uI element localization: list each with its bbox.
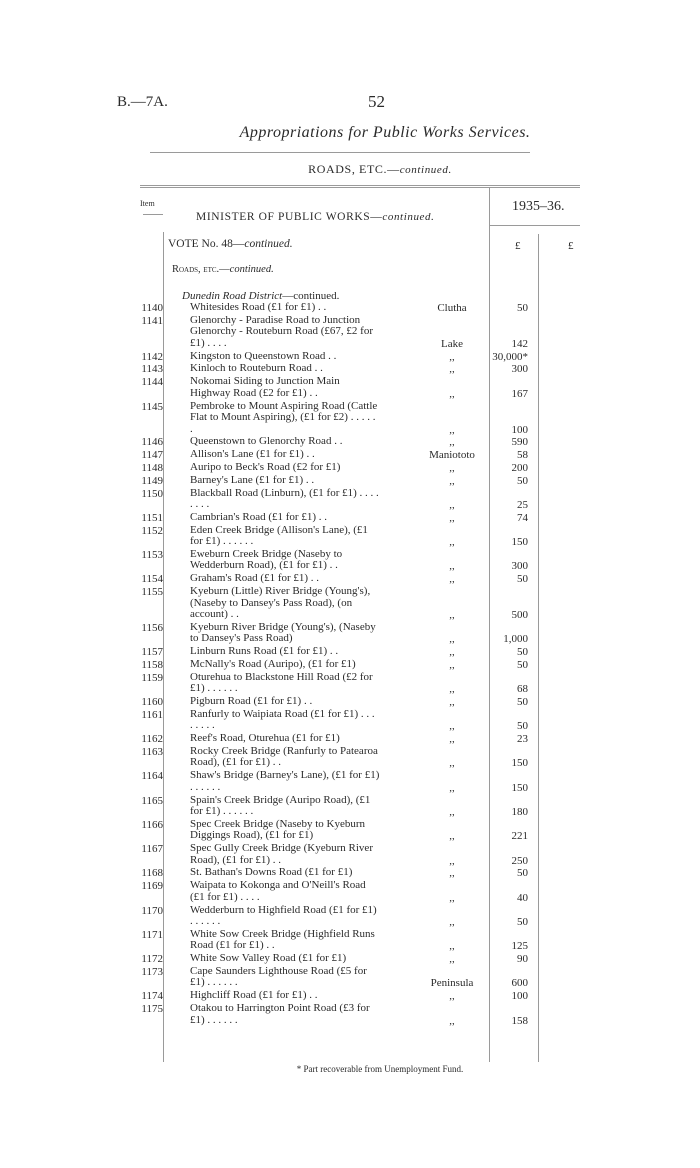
pound-symbol-col1: £ [515,240,521,252]
item-number: 1172 [141,953,163,966]
county-name: ,, [449,387,455,400]
item-description: Spec Gully Creek Bridge (Kyeburn River Road), (£1 for £1) . . [190,842,373,866]
item-description: Pigburn Road (£1 for £1) . . [190,695,313,707]
county-name: Clutha [437,302,467,314]
county-name: ,, [449,499,455,511]
amount-value: 50 [517,302,528,314]
county-name: Lake [441,337,463,350]
item-number: 1148 [141,461,163,474]
county-name: ,, [449,683,455,696]
page-title: Appropriations for Public Works Services. [239,124,531,141]
item-number: 1144 [141,376,163,389]
county-name: ,, [449,854,455,867]
sub-column-divider [538,234,539,1062]
item-description: Eden Creek Bridge (Allison's Lane), (£1 for £1) . . . . . . [190,523,368,548]
item-number: 1171 [141,928,163,941]
amount-value: 50 [517,720,528,733]
amount-value: 142 [511,337,528,350]
county-name: ,, [449,423,455,436]
pound-symbol-col2: £ [568,240,574,252]
item-description: Highcliff Road (£1 for £1) . . [190,989,318,1002]
amount-value: 1,000 [503,633,528,646]
section-continued: continued. [399,164,452,176]
item-number: 1140 [141,302,163,314]
section-heading [0,162,700,177]
item-number: 1141 [141,314,163,327]
minister-name: MINISTER OF PUBLIC WORKS— [196,211,383,223]
title-rule [150,152,530,153]
county-name: ,, [449,940,455,953]
county-name: Peninsula [430,977,474,990]
county-name: ,, [449,953,455,966]
county-name: ,, [449,436,455,449]
district-continued: —continued. [282,290,340,302]
item-description: Shaw's Bridge (Barney's Lane), (£1 for £1) . . . . . . [190,769,380,793]
item-column-header: Item [140,199,155,208]
vote-heading [168,238,293,250]
item-number: 1174 [141,990,163,1003]
year-header: 1935–36. [512,199,565,214]
item-number: 1160 [141,696,163,708]
item-description: Reef's Road, Oturehua (£1 for £1) [190,732,340,745]
item-description: Wedderburn to Highfield Road (£1 for £1) . . . . . . [190,903,377,927]
item-description: Waipata to Kokonga and O'Neill's Road (£1 for £1) . . . . [190,879,366,903]
amount-value: 40 [517,891,528,904]
item-number: 1165 [141,794,163,807]
item-description: Whitesides Road (£1 for £1) . . [190,301,327,313]
item-number: 1149 [141,474,163,487]
item-number: 1169 [141,880,163,893]
item-description: Kingston to Queenstown Road . . [190,349,337,362]
amount-value: 100 [511,990,528,1003]
amount-value: 500 [511,609,528,621]
amount-value: 221 [511,830,528,843]
county-name: ,, [449,474,455,487]
county-name: ,, [449,363,455,376]
roads-continued: continued. [229,264,274,275]
amount-column-divider [489,188,490,1062]
table-top-rule [140,185,580,186]
item-number: 1163 [141,745,163,758]
amount-value: 150 [511,757,528,770]
item-header-rule [143,214,163,215]
minister-heading [196,211,435,223]
item-description: St. Bathan's Downs Road (£1 for £1) [190,866,353,879]
item-number: 1145 [141,400,163,413]
amount-value: 100 [511,423,528,436]
item-number: 1168 [141,867,163,880]
item-description: Allison's Lane (£1 for £1) . . [190,448,315,461]
amount-value: 23 [517,733,528,746]
county-name: ,, [449,891,455,904]
item-description: Oturehua to Blackstone Hill Road (£2 for £1) . . . . . . [190,670,373,695]
item-number: 1167 [141,843,163,856]
amount-value: 58 [517,449,528,462]
amount-value: 25 [517,499,528,511]
section-name: ROADS, ETC.— [308,162,400,176]
item-description: Nokomai Siding to Junction Main Highway Road (£2 for £1) . . [190,375,340,399]
item-number: 1170 [141,904,163,917]
item-description: Auripo to Beck's Road (£2 for £1) [190,460,341,473]
item-column-divider [163,232,164,1062]
county-name: ,, [449,350,455,363]
item-number: 1154 [141,573,163,586]
item-description: Graham's Road (£1 for £1) . . [190,572,320,585]
county-name: ,, [449,560,455,573]
county-name: ,, [449,511,455,524]
item-number: 1164 [141,770,163,783]
amount-value: 250 [511,854,528,867]
item-number: 1156 [141,621,163,634]
minister-continued: continued. [382,211,435,223]
amount-value: 68 [517,683,528,696]
item-number: 1147 [141,449,163,462]
document-reference: B.—7A. [117,94,168,110]
county-name: ,, [449,990,455,1003]
amount-value: 50 [517,474,528,487]
amount-value: 300 [511,560,528,573]
county-name: ,, [449,733,455,746]
amount-value: 125 [511,940,528,953]
county-name: ,, [449,633,455,646]
amount-value: 300 [511,363,528,376]
county-name: ,, [449,609,455,621]
item-number: 1142 [141,350,163,363]
amount-value: 90 [517,953,528,966]
item-number: 1143 [141,363,163,376]
item-description: Rocky Creek Bridge (Ranfurly to Patearoa Road), (£1 for £1) . . [190,744,378,769]
item-number: 1155 [141,586,163,598]
item-description: White Sow Creek Bridge (Highfield Runs Road (£1 for £1) . . [190,927,375,952]
item-number: 1150 [141,487,163,500]
county-name: ,, [449,646,455,659]
county-name: ,, [449,536,455,549]
county-name: ,, [449,720,455,733]
roads-label: Roads, etc.— [172,264,230,275]
page-number: 52 [368,92,385,111]
vote-label: VOTE No. 48— [168,238,245,250]
amount-value: 150 [511,781,528,794]
roads-subheading [172,264,274,275]
amount-value: 50 [517,646,528,659]
amount-value: 150 [511,536,528,549]
item-description: Queenstown to Glenorchy Road . . [190,435,343,448]
district-name: Dunedin Road District [182,290,283,302]
item-number: 1162 [141,733,163,746]
item-description: Pembroke to Mount Aspiring Road (Cattle Flat to Mount Aspiring), (£1 for £2) . . . . . . [190,399,378,435]
county-name: ,, [449,461,455,474]
item-description: Glenorchy - Paradise Road to Junction Glenorchy - Routeburn Road (£67, £2 for £1) . . . . [190,313,373,349]
amount-value: 600 [511,977,528,990]
county-name: ,, [449,806,455,818]
item-description: Cambrian's Road (£1 for £1) . . [190,510,328,523]
amount-value: 590 [511,436,528,449]
item-description: Otakou to Harrington Point Road (£3 for £1) . . . . . . [190,1002,370,1026]
county-name: ,, [449,573,455,586]
table-top-rule-2 [140,187,580,188]
item-number: 1158 [141,658,163,671]
item-description: Kyeburn River Bridge (Young's), (Naseby to Dansey's Pass Road) [190,620,376,645]
item-number: 1151 [141,511,163,524]
amount-value: 50 [517,658,528,671]
item-description: Kinloch to Routeburn Road . . [190,362,323,375]
amount-value: 50 [517,916,528,928]
amount-value: 158 [511,1014,528,1027]
amount-value: 50 [517,573,528,586]
county-name: ,, [449,781,455,794]
item-number: 1175 [141,1003,163,1015]
item-description: Spain's Creek Bridge (Auripo Road), (£1 for £1) . . . . . . [190,793,371,817]
amount-value: 200 [511,461,528,474]
vote-continued: continued. [244,238,293,250]
county-name: ,, [449,696,455,708]
item-description: Eweburn Creek Bridge (Naseby to Wedderburn Road), (£1 for £1) . . [190,547,343,572]
amount-value: 180 [511,806,528,818]
footnote: * Part recoverable from Unemployment Fund. [296,1064,464,1074]
amount-value: 74 [517,511,528,524]
county-name: ,, [449,916,455,928]
amount-value: 50 [517,696,528,708]
amount-value: 50 [517,867,528,880]
item-number: 1152 [141,524,163,537]
amount-value: 167 [511,387,528,400]
item-description: White Sow Valley Road (£1 for £1) [190,952,347,965]
item-number: 1159 [141,671,163,684]
item-description: Linburn Runs Road (£1 for £1) . . [190,645,339,658]
item-description: Kyeburn (Little) River Bridge (Young's), (Naseby to Dansey's Pass Road), (on account) . . [190,585,371,620]
county-name: ,, [449,867,455,880]
county-name: ,, [449,757,455,770]
year-underline [490,225,580,226]
amount-value: 30,000* [492,350,528,363]
county-name: Maniototo [429,449,475,462]
item-description: Ranfurly to Waipiata Road (£1 for £1) . . . . . . . . [190,707,375,732]
item-description: Spec Creek Bridge (Naseby to Kyeburn Diggings Road), (£1 for £1) [190,817,366,842]
item-number: 1173 [141,965,163,978]
item-number: 1153 [141,548,163,561]
item-description: Barney's Lane (£1 for £1) . . [190,473,315,486]
item-number: 1157 [141,646,163,659]
item-number: 1166 [141,818,163,831]
item-number: 1161 [141,708,163,721]
county-name: ,, [449,1014,455,1027]
county-name: ,, [449,830,455,843]
item-description: McNally's Road (Auripo), (£1 for £1) [190,657,356,670]
item-description: Blackball Road (Linburn), (£1 for £1) . . . . . . . . [190,486,379,510]
item-number: 1146 [141,436,163,449]
item-description: Cape Saunders Lighthouse Road (£5 for £1) . . . . . . [190,964,367,989]
county-name: ,, [449,658,455,671]
